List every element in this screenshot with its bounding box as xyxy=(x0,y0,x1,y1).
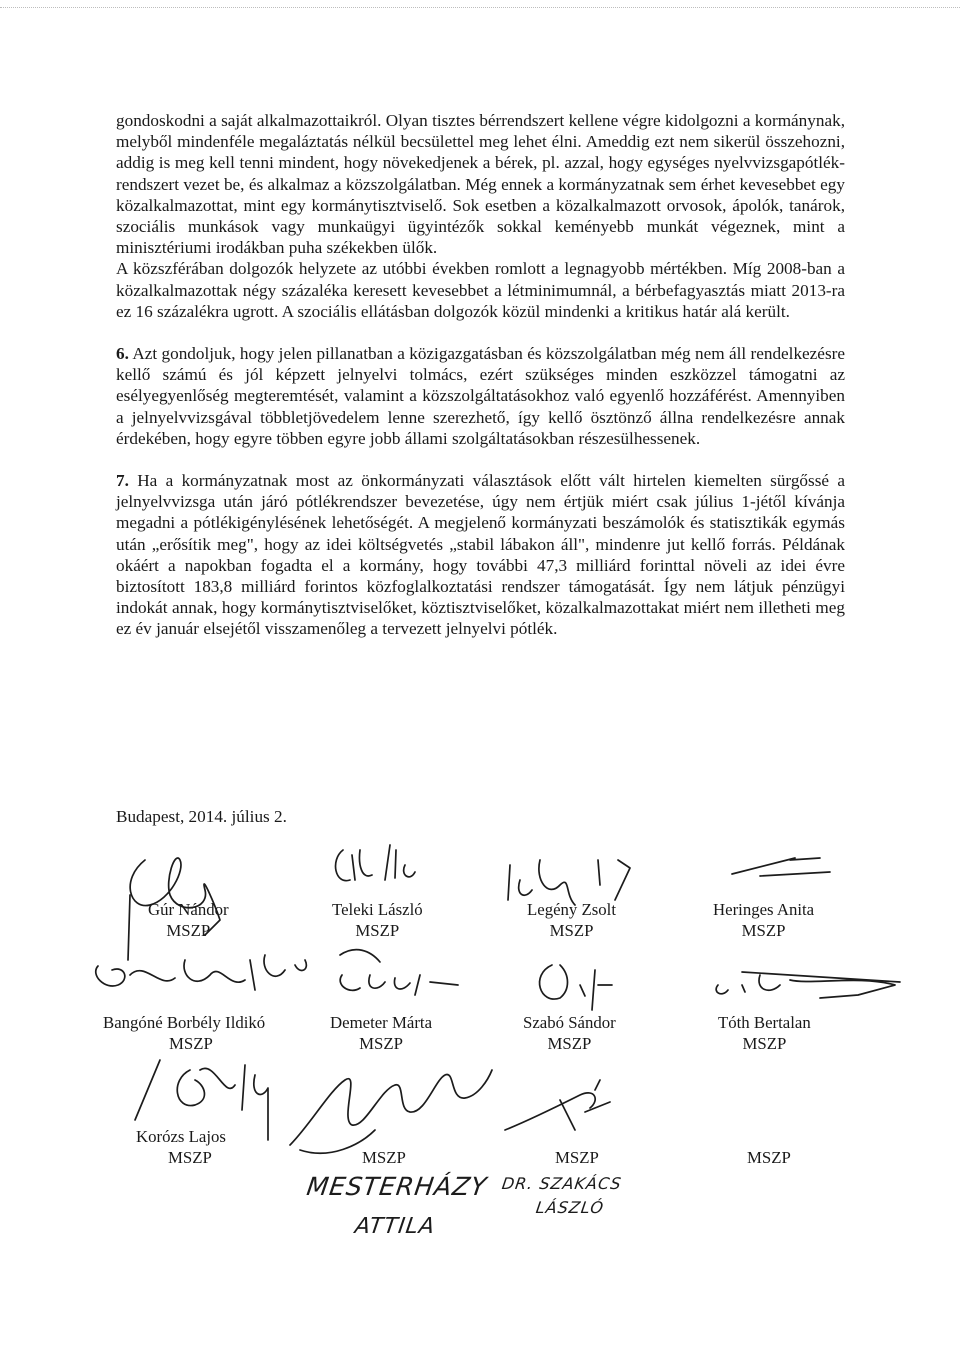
signatory-party: MSZP xyxy=(741,921,786,940)
signature-bangone xyxy=(96,955,307,990)
paragraph-6 xyxy=(116,343,845,449)
signatory-9 xyxy=(136,1126,226,1168)
letter-body xyxy=(116,110,845,640)
signatory-6 xyxy=(330,1012,432,1054)
signatory-party: MSZP xyxy=(168,1148,212,1167)
point-text: Azt gondoljuk, hogy jelen pillanatban a közigazgatásban és közszolgálatban még nem áll rendelkezésre kellő számú és jól képzett jelnyelvi tolmács, ezért szükséges minden eszközzel támogatni az esélyegyenlőség megteremtését, valamint a közszolgáltatásokhoz való egyenlő hozzáférést. Amennyiben a jelnyelvvizsgával többletjövedelem lenne szerezhető, így kellő ösztönző állna rendelkezésre annak érdekében, hogy egyre többen egyre jobb állami szolgáltatásokban részesülhessenek. xyxy=(116,344,845,448)
handwritten-name-szakacs: DR. SZAKÁCS xyxy=(500,1174,624,1193)
handwritten-name-attila: ATTILA xyxy=(353,1214,437,1239)
signatory-party: MSZP xyxy=(747,1148,791,1167)
signatory-8 xyxy=(718,1012,811,1054)
paragraph-1: gondoskodni a saját alkalmazottaikról. Olyan tisztes bérrendszert kellene végre kidolgozni a kormánynak, melyből mindenféle megaláztatás nélkül becsülettel meg lehet élni. Ameddig ezt nem sikerül összehozni, addig is meg kell tenni mindent, hogy növekedjenek a bérek, pl. azzal, hogy egységes nyelvvizsgapótlék-rendszert vezet be, és alkalmaz a közszolgálatban. Még ennek a kormányzatnak sem érhet kevesebbet egy közalkalmazottat, mint egy kormánytisztviselő. Sok esetben a közalkalmazott orvosok, ápolók, tanárok, szociális munkások vagy munkaügyi ügyintézők sokkal keményebb munkát végeznek, mint a minisztériumi irodákban puha székekben ülők. xyxy=(116,111,845,258)
signatory-name: Szabó Sándor xyxy=(523,1013,616,1032)
paragraph-7 xyxy=(116,470,845,640)
point-text: Ha a kormányzatnak most az önkormányzati választások előtt vált hirtelen kiemelten sürgőssé a jelnyelvvizsga után járó pótlékrendszer bevezetése, úgy nem értjük miért csak július 1-jétől kívánja megadni a pótlékigénylésének lehetőségét. A megjelenő kormányzati beszámolók és statisztikák egymás után „erősítik meg", hogy az idei költségvetés „stabil lábakon áll", mindenre jut kellő forrás. Példának okáért a napokban fogadta el a kormány, hogy további 47,3 milliárd forinttal növeli az idei évre biztosított 183,8 milliárd forintos közfoglalkoztatási rendszer támogatását. Így nem látjuk pénzügyi indokát annak, hogy kormánytisztviselőket, köztisztviselőket, közalkalmazottakat miért nem illetheti meg ez év január elsejétől visszamenőleg a tervezett jelnyelvi pótlék. xyxy=(116,471,846,639)
signatory-4 xyxy=(713,899,814,941)
signatory-party: MSZP xyxy=(355,921,400,940)
page-top-rule xyxy=(0,7,960,8)
handwritten-name-mesterhazy: MESTERHÁZY xyxy=(304,1172,490,1201)
signatory-party: MSZP xyxy=(547,1034,592,1053)
signature-teleki xyxy=(336,845,415,881)
point-number: 7. xyxy=(116,471,129,491)
signature-mesterhazy xyxy=(290,1070,492,1145)
signatory-5 xyxy=(103,1012,265,1054)
signature-heringes xyxy=(732,858,830,876)
signatory-party: MSZP xyxy=(555,1148,599,1167)
signatory-party: MSZP xyxy=(742,1034,787,1053)
signatory-name: Tóth Bertalan xyxy=(718,1013,811,1032)
signatory-12 xyxy=(747,1147,791,1168)
signatory-party: MSZP xyxy=(166,921,211,940)
signatory-party: MSZP xyxy=(549,921,594,940)
signatory-party: MSZP xyxy=(169,1034,213,1053)
signatory-name: Heringes Anita xyxy=(713,900,815,919)
signature-szakacs xyxy=(505,1080,610,1130)
signature-szabo xyxy=(540,965,612,1010)
signatory-name: Teleki László xyxy=(332,900,423,919)
signatory-1 xyxy=(148,899,229,941)
signature-demeter xyxy=(340,975,458,995)
paragraph-2: A közszférában dolgozók helyzete az utóbbi években romlott a legnagyobb mértékben. Míg 2008-ban a közalkalmazottak négy százaléka keresett kevesebbet a létminimumnál, a bérbefagyasztás miatt 2013-ra ez 16 százalékra ugrott. A szociális ellátásban dolgozók közül mindenki a kritikus határ alá került. xyxy=(116,259,845,321)
signatory-11 xyxy=(555,1147,599,1168)
handwritten-name-laszlo: LÁSZLÓ xyxy=(534,1198,606,1217)
signatory-name: Gúr Nándor xyxy=(148,900,229,919)
signatory-name: Bangóné Borbély Ildikó xyxy=(103,1013,266,1032)
signatory-2 xyxy=(332,899,423,941)
signatory-7 xyxy=(523,1012,616,1054)
signatory-10 xyxy=(362,1147,406,1168)
signatory-name: Demeter Márta xyxy=(330,1013,433,1032)
signatory-party: MSZP xyxy=(362,1148,406,1167)
signatory-name: Legény Zsolt xyxy=(527,900,617,919)
signatory-3 xyxy=(527,899,616,941)
date-line: Budapest, 2014. július 2. xyxy=(116,807,287,826)
signatory-name: Korózs Lajos xyxy=(136,1127,226,1146)
signatory-party: MSZP xyxy=(359,1034,403,1053)
signature-toth xyxy=(716,975,895,998)
point-number: 6. xyxy=(116,344,129,364)
